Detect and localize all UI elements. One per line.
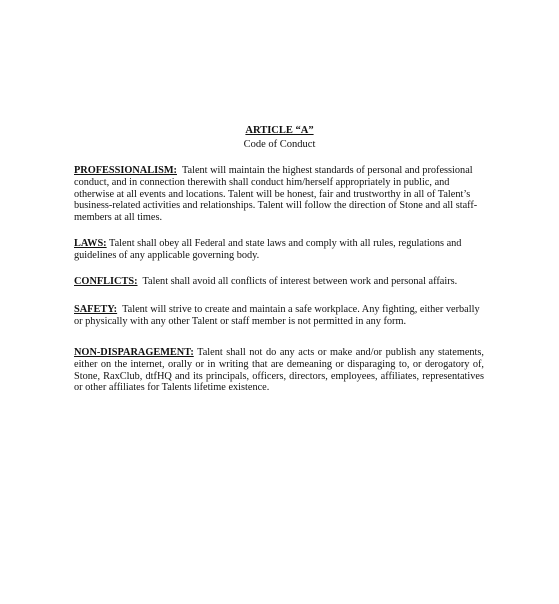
article-subtitle: Code of Conduct <box>243 139 316 150</box>
section-laws <box>74 238 484 262</box>
section-heading-non-disparagement: NON-DISPARAGEMENT: <box>74 347 194 358</box>
section-body-safety: Talent will strive to create and maintain a safe workplace. Any fighting, either verbally or physically with any other Talent or staff member is not permitted in any form. <box>74 304 480 327</box>
section-heading-safety: SAFETY: <box>74 304 118 315</box>
section-body-non-disparagement: Talent shall not do any acts or make and/or publish any statements, either on the internet, orally or in writing that are demeaning or disparaging to, or derogatory of, Stone, RaxClub, dtfHQ and its principals, officers, directors, employees, affiliates, representatives or other affiliates for Talents lifetime existence. <box>74 347 484 394</box>
section-conflicts <box>74 276 484 288</box>
section-body-conflicts: Talent shall avoid all conflicts of interest between work and personal affairs. <box>142 276 458 287</box>
section-heading-conflicts: CONFLICTS: <box>74 276 138 287</box>
section-heading-laws: LAWS: <box>74 238 107 249</box>
article-title: ARTICLE “A” <box>245 125 314 136</box>
section-safety <box>74 304 484 328</box>
section-heading-professionalism: PROFESSIONALISM: <box>74 165 177 176</box>
section-body-laws: Talent shall obey all Federal and state laws and comply with all rules, regulations and guidelines of any applicable governing body. <box>74 238 462 261</box>
section-non-disparagement <box>74 347 484 394</box>
section-professionalism <box>74 165 484 224</box>
section-body-professionalism: Talent will maintain the highest standards of personal and professional conduct, and in connection therewith shall conduct him/herself appropriately in public, and otherwise at all events and locations. Talent will be honest, fair and trustworthy in all of Talent’s business-related activities and relationships. Talent will follow the direction of Stone and all staff-members at all times. <box>74 165 478 224</box>
